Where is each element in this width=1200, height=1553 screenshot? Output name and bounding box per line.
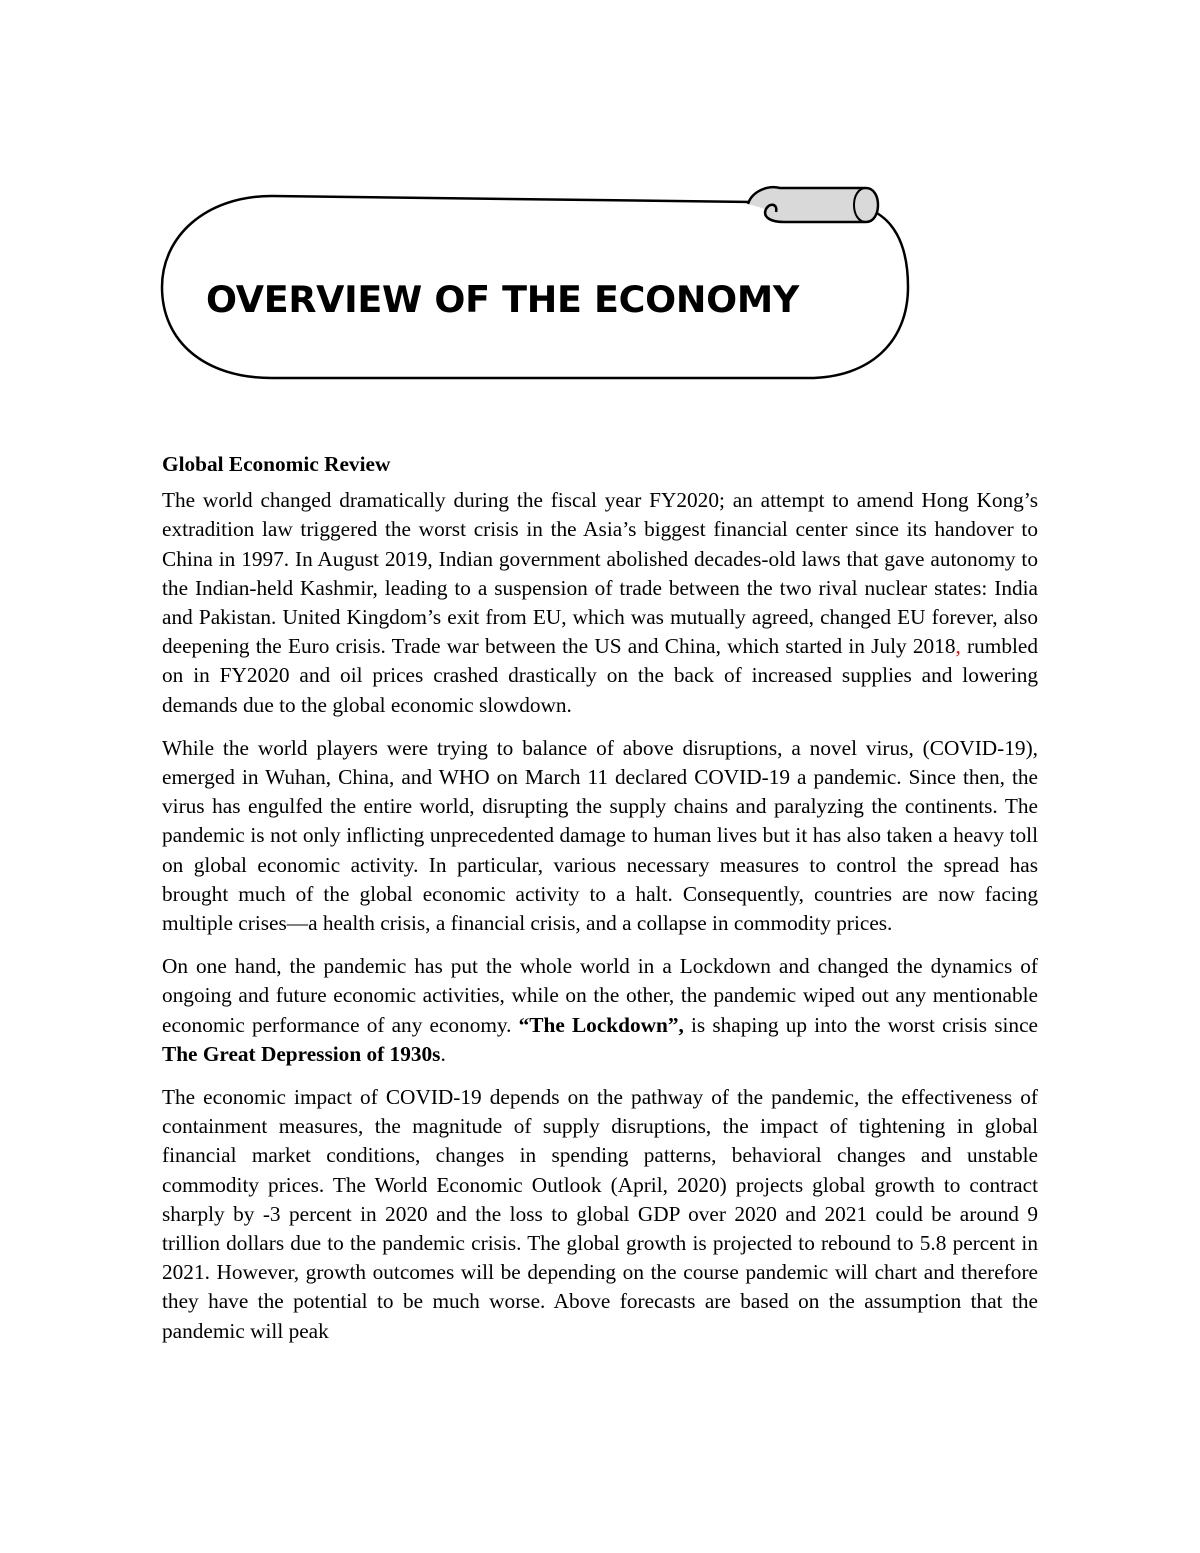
document-body [162,450,1038,1360]
paragraph-3-bold-depression: The Great Depression of 1930s [162,1041,441,1066]
paragraph-1-text-a: The world changed dramatically during the fiscal year FY2020; an attempt to amend Hong Kong’s extradition law triggered the worst crisis in the Asia’s biggest financial center since its handover to China in 1997. In August 2019, Indian government abolished decades-old laws that gave autonomy to the Indian-held Kashmir, leading to a suspension of trade between the two rival nuclear states: India and Pakistan. United Kingdom’s exit from EU, which was mutually agreed, changed EU forever, also deepening the Euro crisis. Trade war between the US and China, which started in July 2018 [162,488,1038,659]
paragraph-3-text-b: is shaping up into the worst crisis since [683,1012,1038,1037]
paragraph-1-comma: , [955,634,961,659]
paragraph-4: The economic impact of COVID-19 depends on the pathway of the pandemic, the effectiveness of containment measures, the magnitude of supply disruptions, the impact of tightening in global financial market conditions, changes in spending patterns, behavioral changes and unstable commodity prices. The World Economic Outlook (April, 2020) projects global growth to contract sharply by -3 percent in 2020 and the loss to global GDP over 2020 and 2021 could be around 9 trillion dollars due to the pandemic crisis. The global growth is projected to rebound to 5.8 percent in 2021. However, growth outcomes will be depending on the course pandemic will chart and therefore they have the potential to be much worse. Above forecasts are based on the assumption that the pandemic will peak [162,1085,1038,1343]
page-title: OVERVIEW OF THE ECONOMY [206,278,799,321]
paragraph-3-text-a: On one hand, the pandemic has put the whole world in a Lockdown and changed the dynamics of ongoing and future economic activities, while on the other, the pandemic wiped out any mentionable economic performance of any economy. [162,954,1038,1037]
paragraph-3-bold-lockdown: “The Lockdown”, [518,1012,684,1037]
paragraph-3 [162,952,1038,1069]
paragraph-1-text-b: rumbled on in FY2020 and oil prices crashed drastically on the back of increased supplies and lowering demands due to the global economic slowdown. [162,634,1038,717]
paragraph-3-text-c: . [440,1041,446,1066]
paragraph-1 [162,486,1038,720]
paragraph-2: While the world players were trying to balance of above disruptions, a novel virus, (COVID-19), emerged in Wuhan, China, and WHO on March 11 declared COVID-19 a pandemic. Since then, the virus has engulfed the entire world, disrupting the supply chains and paralyzing the continents. The pandemic is not only inflicting unprecedented damage to human lives but it has also taken a heavy toll on global economic activity. In particular, various necessary measures to control the spread has brought much of the global economic activity to a halt. Consequently, countries are now facing multiple crises—a health crisis, a financial crisis, and a collapse in commodity prices. [162,735,1038,936]
section-heading: Global Economic Review [162,452,391,476]
